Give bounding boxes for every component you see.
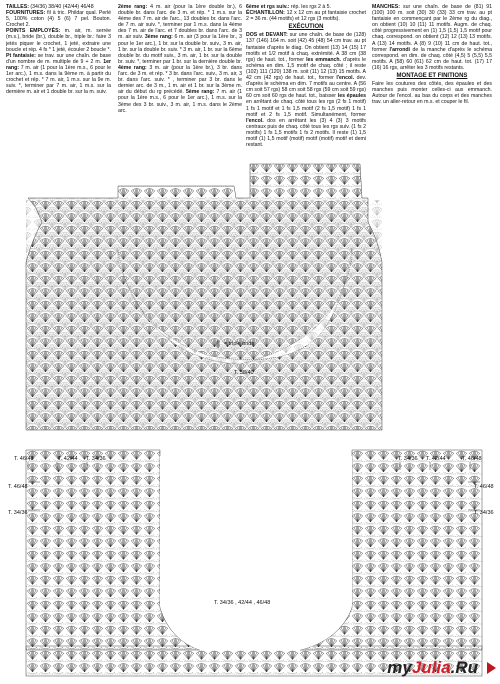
rang2-label: 2ème rang: [118, 4, 148, 10]
montage-text: Faire les coutures des côtés, des épaules et des manches puis monter celles-ci aux emmanch. Autour de l'encol. au bas du corps et des manches trav. un aller-retour en m.s. et couper le fil. [372, 81, 492, 106]
size-label-mid-right-1: T. 46/48 [474, 484, 494, 490]
size-label-top-right-2: T. 42/44 [426, 456, 446, 462]
size-label-mid-left-1: T. 46/48 [8, 484, 28, 490]
echantillon-text: 12 x 12 cm au pt fantaisie crochet 2 = 36 m. (44 motifs) et 12 rgs (3 motifs). [246, 10, 366, 23]
rg6-text: rép. les rgs 2 à 5. [290, 4, 331, 10]
size-label-top-left-1: T. 46/48 [14, 456, 34, 462]
next-page-arrow-icon[interactable] [487, 662, 496, 674]
fantaisie-text: se trav. sur une chaîn. de base d'un nombre de m. multiple de 9 + 2 m. [6, 52, 112, 65]
size-label-top-right-3: T. 46/48 [462, 456, 482, 462]
size-label-top-right-1: T. 34/36 [398, 456, 418, 462]
legend-triple-bride: = triple bride [224, 341, 255, 347]
tailles-label: TAILLES: [6, 4, 29, 10]
size-label-top-left-2: T. 42/44 [58, 456, 78, 462]
encol-dos-label: l'encol. [246, 117, 264, 124]
rang5-label: 5ème rang: [185, 89, 215, 96]
emmanch-text: d'après le schéma en dim. 1,5 motif de chaq. côté ; il reste (102) 111 (120) 138 m. soit (11) 12 (13) 15 motifs. A 42 cm (42 rgs) de haut. tot., former [246, 56, 366, 82]
rang4-label: 4ème rang: [118, 64, 147, 71]
rang5-text: 7 m. air (1 pour la 1ère m.s., 6 pour le 1er arc.), 1 m.s. sur la 3ème des 3 br. suiv., 3 m. air, 1 m.s. dans le 2ème arc. [118, 89, 242, 114]
rg6-label: 6ème et rgs suiv.: [246, 4, 290, 10]
size-label-top-left-3: T. 34/36 [86, 456, 106, 462]
emmanch-label: les emmanch. [306, 56, 342, 63]
execution-heading: EXÉCUTION [288, 24, 324, 31]
points-text: m. air, m. serrée (m.s.), bride (br.), double br., triple br.: faire 3 jetés piquer le crochet, 1 jeté, extraire une boucle et rép. 4 fs * 1 jeté, écouler 2 boucle *. [6, 28, 111, 53]
dos-label: DOS et DEVANT: [246, 32, 288, 39]
fournitures-text: fil à tric. Phildar qual. Perlé 5, 100% coton (4) 5 (6) 7 pel. Bouton. Crochet 2. [6, 10, 111, 29]
rang2-text: 4 m. air (pour la 1ère double br.), 6 double br. dans l'arc. de 3 m. et rép. * 1 m.s. sur la 4ème des 7 m. air de l'arc., 13 doubles br. dans l'arc. de 7 m. air suiv. *, terminer par 1 m.s. dans la 4ème des 7 m. air de l'arc. et 7 doubles br. dans l'arc. de 3 m. air suiv. [118, 4, 242, 41]
manches-text: sur une chaîn. de base de (81) 91 (100) 100 m. soit (30) 30 (33) 33 cm trav. au pt fantaisie en commençant par le 2ème rg du diag., on obtient (10) 10 (11) 11 motifs. Augm. de chaq. côté progressivement en (1) 1,5 (1,5) 1,5 motif pour chaq. correspond. on obtient (12) 12 (13) 13 motifs. A (13) 14 motifs. A (8) 9 (10) 11 cm de haut. tot., former [372, 4, 492, 53]
size-label-mid-left-2: T. 34/36 [8, 510, 28, 516]
arrondi-label: l'arrondi [389, 46, 410, 53]
tailles-text: (34/36) 38/40 (42/44) 46/48 [30, 4, 94, 10]
fournitures-label: FOURNITURES: [6, 10, 46, 17]
epaules-text: en arrêtant de chaq. côté tous les rgs (2 fs 1 motif) 1 fs 1 motif et 1 fs 1,5 motif (2 fs 1,5 motif) 1 fs 1 motif et 2 fs 1,5 motif. Simultanément, former [246, 99, 366, 118]
encol-dos-text: dos en arrêtant les (3) 4 (3) 3 motifs centraux puis de chaq. côté tous les rgs suiv. (1 fs 2 motifs) 1 fs 1,5 motifs 1 fs 2 motifs. Il reste (1) 1,5 motif (1) 1,5 motif (motif) motif (motif) motif et demi restant. [246, 117, 366, 149]
rang1-text: 7 m. air (1 pour la 1ère m.s., 6 pour le 1er arc.), 1 m.s. dans la 9ème m. à partir du crochet et rép. * 7 m. air, 1 m.s. sur la 9e m. suiv. *, terminer par 7 m. air, 1 m.s. sur la dernière m. air et 1 double br. sur la m. suiv. [6, 64, 111, 96]
size-label-38-40: T. 38/40 [234, 370, 254, 376]
encol-text: dev. d'après le schéma en dim. 7 motifs au centre. A (56 cm soit 57 rgs) 58 cm soit 58 rgs (59 cm soit 59 rgs) 60 cm soit 60 rgs de haut. tot., baisser [246, 75, 366, 100]
rang3-label: 3ème rang: [144, 34, 173, 41]
rang3-text: 6 m. air (3 pour la 1ère br., 3 pour le 1er arc.), 1 br. sur la double br. suiv., 3 m. air, 1 br. sur la double br. suiv. * 3 m. air, 1 br. sur la 6ème double br. du motif suiv., 3 m. air, 1 br. sur la double br. suiv. *, terminer par 1 br. sur la dernière double br. [118, 34, 242, 65]
montage-heading: MONTAGE ET FINITIONS [396, 73, 468, 80]
encol-label: l'encol. [336, 75, 355, 82]
size-label-mid-right-2: T. 34/36 [474, 510, 494, 516]
rang4-text: 3 m. air (pour la 1ère br.), 3 br. dans l'arc. de 3 m. et rép. * 3 br. dans l'arc. suiv., 3 m. air, 3 br. dans l'arc. suiv. * , terminer par 3 br. dans le dernier arc. de 3 m., 1 m. air et 1 br. sur la 3ème m. air du début du rg précédé. [118, 64, 242, 96]
dos-text: sur une chaîn. de base de (128) 137 (146) 164 m. soit (42) 45 (48) 54 cm trav. au pt fantaisie d'après le diag. On obtient (13) 14 (15) 17 motifs et 1/2 motif à chaq. extrémité. A 38 cm (38 rgs) de haut. tot., former [246, 32, 366, 63]
rang1-label: 1er rang: [6, 58, 111, 71]
watermark-logo: myJulia.Ru [387, 658, 478, 677]
manches-label: MANCHES: [372, 4, 400, 10]
epaules-label: les épaules [337, 93, 366, 100]
size-label-bottom: T. 34/36 , 42/44 , 46/48 [214, 600, 271, 606]
fantaisie-label: Pt fantaisie: [6, 52, 36, 59]
echantillon-label: ÉCHANTILLON: [246, 10, 285, 17]
arrondi-text: de la manche d'après le schéma correspond. en dim. de chaq. côté (4,5) 5 (5,5) 5,5 motifs. A (58) 60 (61) 62 cm de haut. tot. (17) 17 (16) 16 rgs, arrêter les 3 motifs restants. [372, 46, 492, 71]
points-label: POINTS EMPLOYÉS: [6, 28, 61, 35]
